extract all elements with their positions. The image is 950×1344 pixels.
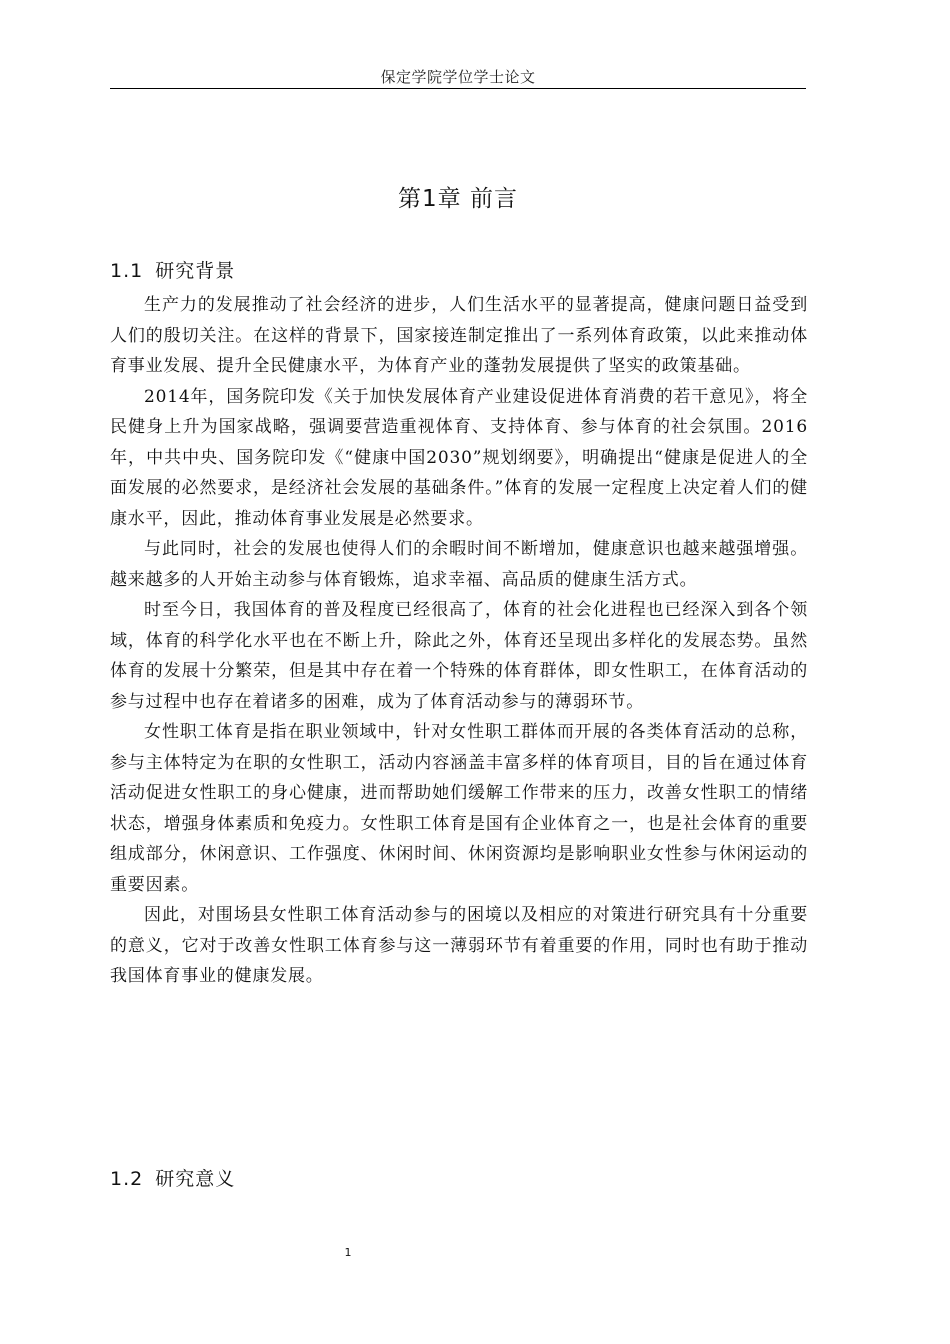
paragraph: 因此，对围场县女性职工体育活动参与的困境以及相应的对策进行研究具有十分重要的意义，它对于改善女性职工体育参与这一薄弱环节有着重要的作用，同时也有助于推动我国体育事业的健康发展。 <box>110 905 808 986</box>
section-number: 1.1 <box>110 260 144 282</box>
running-header: 保定学院学位学士论文 <box>380 68 536 86</box>
paragraph: 2014年，国务院印发《关于加快发展体育产业建设促进体育消费的若干意见》，将全民健身上升为国家战略，强调要营造重视体育、支持体育、参与体育的社会氛围。2016年，中共中央、国务院印发《“健康中国2030”规划纲要》，明确提出“健康是促进人的全面发展的必然要求，是经济社会发展的基础条件。”体育的发展一定程度上决定着人们的健康水平，因此，推动体育事业发展是必然要求。 <box>110 386 808 529</box>
paragraph: 与此同时，社会的发展也使得人们的余暇时间不断增加，健康意识也越来越强增强。越来越多的人开始主动参与体育锻炼，追求幸福、高品质的健康生活方式。 <box>110 539 808 590</box>
section-heading-1-2 <box>110 1164 235 1191</box>
paragraph: 时至今日，我国体育的普及程度已经很高了，体育的社会化进程也已经深入到各个领域，体育的科学化水平也在不断上升，除此之外，体育还呈现出多样化的发展态势。虽然体育的发展十分繁荣，但是其中存在着一个特殊的体育群体，即女性职工，在体育活动的参与过程中也存在着诸多的困难，成为了体育活动参与的薄弱环节。 <box>110 600 808 712</box>
section-heading-1-1 <box>110 256 235 283</box>
section-title: 研究背景 <box>155 260 236 282</box>
paragraph: 生产力的发展推动了社会经济的进步，人们生活水平的显著提高，健康问题日益受到人们的殷切关注。在这样的背景下，国家接连制定推出了一系列体育政策，以此来推动体育事业发展、提升全民健康水平，为体育产业的蓬勃发展提供了坚实的政策基础。 <box>110 295 808 376</box>
body-text <box>110 290 808 992</box>
page-number: 1 <box>344 1246 352 1259</box>
paragraph: 女性职工体育是指在职业领域中，针对女性职工群体而开展的各类体育活动的总称，参与主体特定为在职的女性职工，活动内容涵盖丰富多样的体育项目，目的旨在通过体育活动促进女性职工的身心健康，进而帮助她们缓解工作带来的压力，改善女性职工的情绪状态，增强身体素质和免疫力。女性职工体育是国有企业体育之一，也是社会体育的重要组成部分，休闲意识、工作强度、休闲时间、休闲资源均是影响职业女性参与休闲运动的重要因素。 <box>110 722 808 895</box>
section-title: 研究意义 <box>155 1168 236 1190</box>
section-number: 1.2 <box>110 1168 144 1190</box>
header-divider <box>110 88 806 89</box>
chapter-title: 第1章 前言 <box>398 186 518 212</box>
